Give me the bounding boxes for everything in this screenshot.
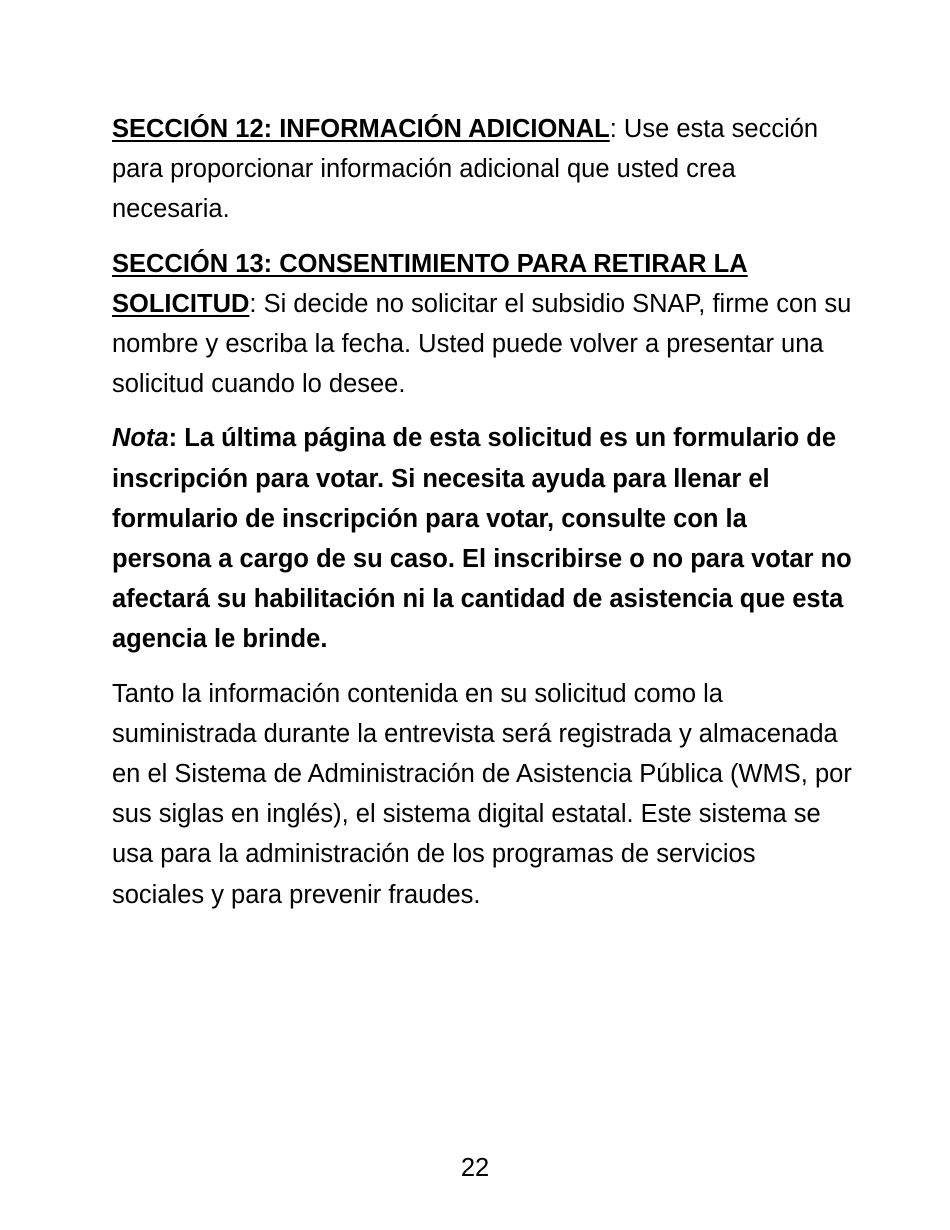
section-13-paragraph — [112, 244, 852, 405]
page-number: 22 — [460, 1154, 490, 1182]
section-13-heading: SECCIÓN 13: CONSENTIMIENTO PARA RETIRAR LA SOLICITUD — [112, 249, 748, 318]
section-13-text: : Si decide no solicitar el subsidio SNAP, firme con su nombre y escriba la fecha. Usted puede volver a presentar una solicitud cuando lo desee. — [112, 289, 852, 399]
note-text: : La última página de esta solicitud es un formulario de inscripción para votar. Si necesita ayuda para llenar el formulario de inscripción para votar, consulte con la persona a cargo de su caso. El inscribirse o no para votar no afectará su habilitación ni la cantidad de asistencia que esta agencia le brinde. — [112, 424, 852, 654]
note-label: Nota — [112, 424, 169, 453]
info-paragraph: Tanto la información contenida en su solicitud como la suministrada durante la entrevista será registrada y almacenada en el Sistema de Administración de Asistencia Pública (WMS, por sus siglas en inglés), el sistema digital estatal. Este sistema se usa para la administración de los programas de servicios sociales y para prevenir fraudes. — [112, 679, 852, 909]
section-12-text: : Use esta sección para proporcionar información adicional que usted crea necesaria. — [112, 115, 819, 224]
section-12-heading: SECCIÓN 12: INFORMACIÓN ADICIONAL — [112, 115, 610, 143]
section-12-paragraph — [112, 109, 852, 230]
document-page — [112, 109, 852, 929]
note-paragraph — [112, 418, 852, 659]
